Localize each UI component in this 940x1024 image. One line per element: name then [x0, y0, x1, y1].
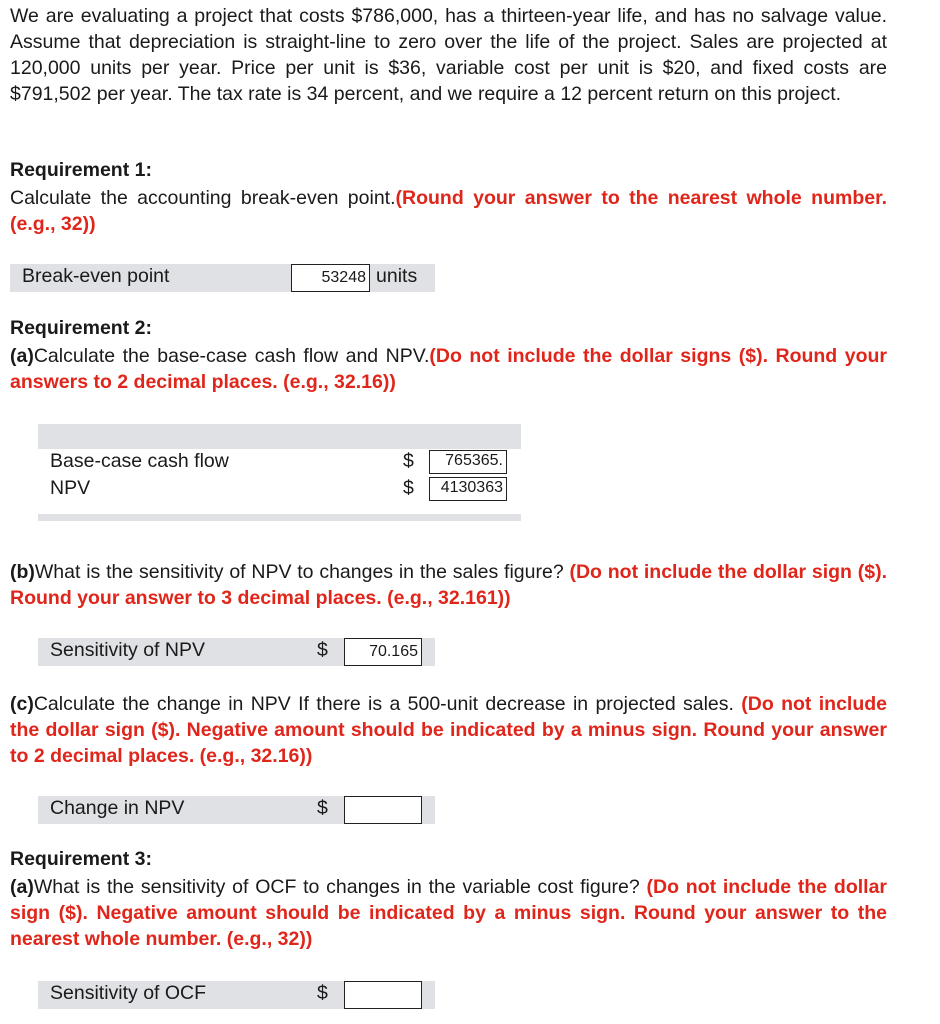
question-text: What is the sensitivity of NPV to changes in the sales figure? [34, 561, 564, 583]
instruction-text: (Do not include the dollar signs ($). Round your answers to 2 decimal places. (e.g., 32.16)) [10, 345, 887, 393]
currency-symbol: $ [317, 797, 328, 819]
requirement-3a-question [10, 874, 887, 952]
table-header-band [38, 424, 521, 449]
change-npv-input[interactable] [344, 796, 422, 824]
sensitivity-ocf-input[interactable] [344, 981, 422, 1009]
requirement-1-question [10, 185, 887, 237]
requirement-2b-question [10, 559, 887, 611]
part-prefix: (c) [10, 693, 34, 715]
requirement-2c-question [10, 691, 887, 769]
break-even-label: Break-even point [22, 265, 170, 287]
break-even-unit: units [376, 265, 418, 287]
question-text: Calculate the accounting break-even point. [10, 187, 396, 209]
part-prefix: (a) [10, 876, 34, 898]
sensitivity-npv-input[interactable]: 70.165 [344, 638, 422, 666]
currency-symbol: $ [403, 450, 414, 472]
instruction-text: (Do not include the dollar sign ($). Round your answer to 3 decimal places. (e.g., 32.161)) [10, 561, 887, 609]
sensitivity-ocf-label: Sensitivity of OCF [50, 982, 207, 1004]
question-text: Calculate the base-case cash flow and NPV. [33, 345, 430, 367]
requirement-3-heading: Requirement 3: [10, 848, 152, 870]
question-text: Calculate the change in NPV If there is a 500-unit decrease in projected sales. [33, 693, 734, 715]
instruction-text: (Round your answer to the nearest whole number. (e.g., 32)) [10, 187, 888, 235]
requirement-2-heading: Requirement 2: [10, 317, 152, 339]
part-prefix: (a) [10, 345, 34, 367]
table-footer-band [38, 514, 521, 521]
npv-label: NPV [50, 477, 91, 499]
problem-statement: We are evaluating a project that costs $786,000, has a thirteen-year life, and has no salvage value. Assume that depreciation is straight-line to zero over the life of the project. Sales are projected at 120,000 units per year. Price per unit is $36, variable cost per unit is $20, and fixed costs are $791,502 per year. The tax rate is 34 percent, and we require a 12 percent return on this project. [10, 5, 887, 105]
instruction-text: (Do not include the dollar sign ($). Negative amount should be indicated by a minus sign. Round your answer to 2 decimal places. (e.g., 32.16)) [10, 693, 887, 767]
base-case-cash-flow-input[interactable]: 765365. [429, 450, 507, 474]
break-even-input[interactable]: 53248 [291, 264, 370, 292]
base-case-cash-flow-label: Base-case cash flow [50, 450, 229, 472]
part-prefix: (b) [10, 561, 35, 583]
change-npv-label: Change in NPV [50, 797, 185, 819]
instruction-text: (Do not include the dollar sign ($). Negative amount should be indicated by a minus sign. Round your answer to the nearest whole number. (e.g., 32)) [10, 876, 888, 950]
npv-input[interactable]: 4130363 [429, 477, 507, 501]
currency-symbol: $ [403, 477, 414, 499]
currency-symbol: $ [317, 982, 328, 1004]
question-text: What is the sensitivity of OCF to changes in the variable cost figure? [33, 876, 640, 898]
requirement-2a-question [10, 343, 887, 395]
currency-symbol: $ [317, 639, 328, 661]
requirement-1-heading: Requirement 1: [10, 159, 152, 181]
sensitivity-npv-label: Sensitivity of NPV [50, 639, 205, 661]
